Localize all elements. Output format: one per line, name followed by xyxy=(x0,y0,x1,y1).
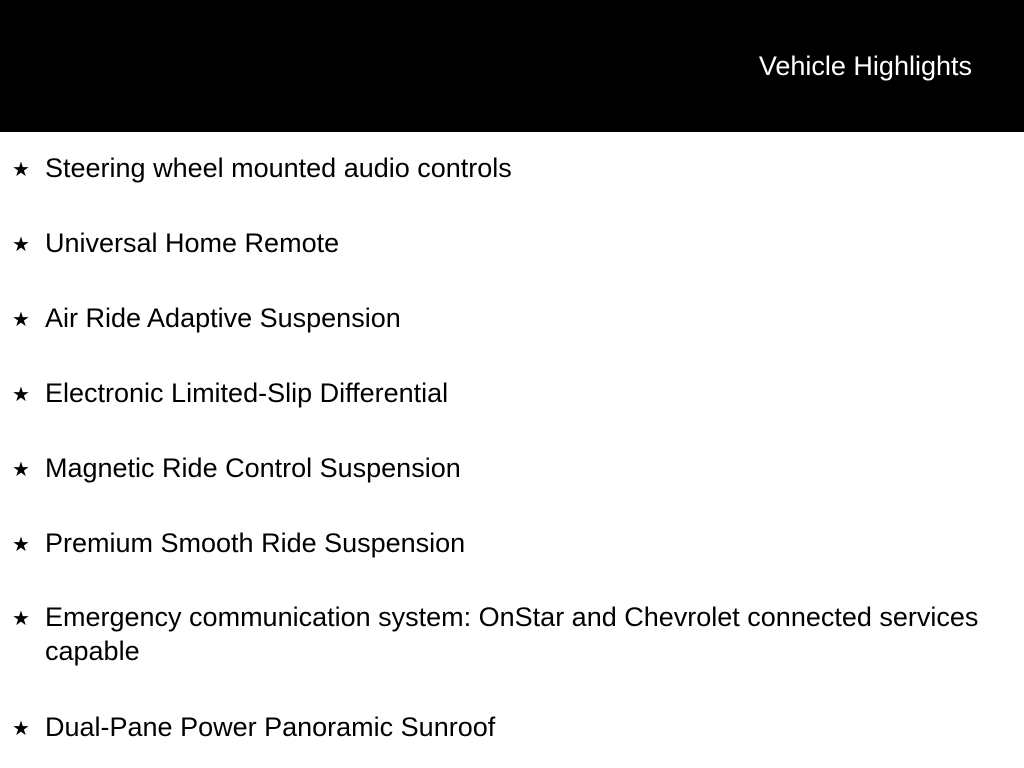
highlight-label: Electronic Limited-Slip Differential xyxy=(45,378,449,408)
star-icon: ★ xyxy=(12,457,30,481)
header-bar xyxy=(0,0,1024,132)
highlight-label: Dual-Pane Power Panoramic Sunroof xyxy=(45,712,496,742)
highlight-label: Premium Smooth Ride Suspension xyxy=(45,528,466,558)
star-icon: ★ xyxy=(12,382,30,406)
star-icon: ★ xyxy=(12,232,30,256)
star-icon: ★ xyxy=(12,157,30,181)
page-title: Vehicle Highlights xyxy=(758,51,972,81)
highlight-label: Air Ride Adaptive Suspension xyxy=(45,303,401,333)
highlight-label: Emergency communication system: OnStar and Chevrolet connected services capable xyxy=(45,602,979,666)
star-icon: ★ xyxy=(12,532,30,556)
highlight-label: Steering wheel mounted audio controls xyxy=(45,153,512,183)
star-icon: ★ xyxy=(12,307,30,331)
highlight-label: Universal Home Remote xyxy=(45,228,340,258)
star-icon: ★ xyxy=(12,606,30,630)
star-icon: ★ xyxy=(12,716,30,740)
highlight-label: Magnetic Ride Control Suspension xyxy=(45,453,461,483)
